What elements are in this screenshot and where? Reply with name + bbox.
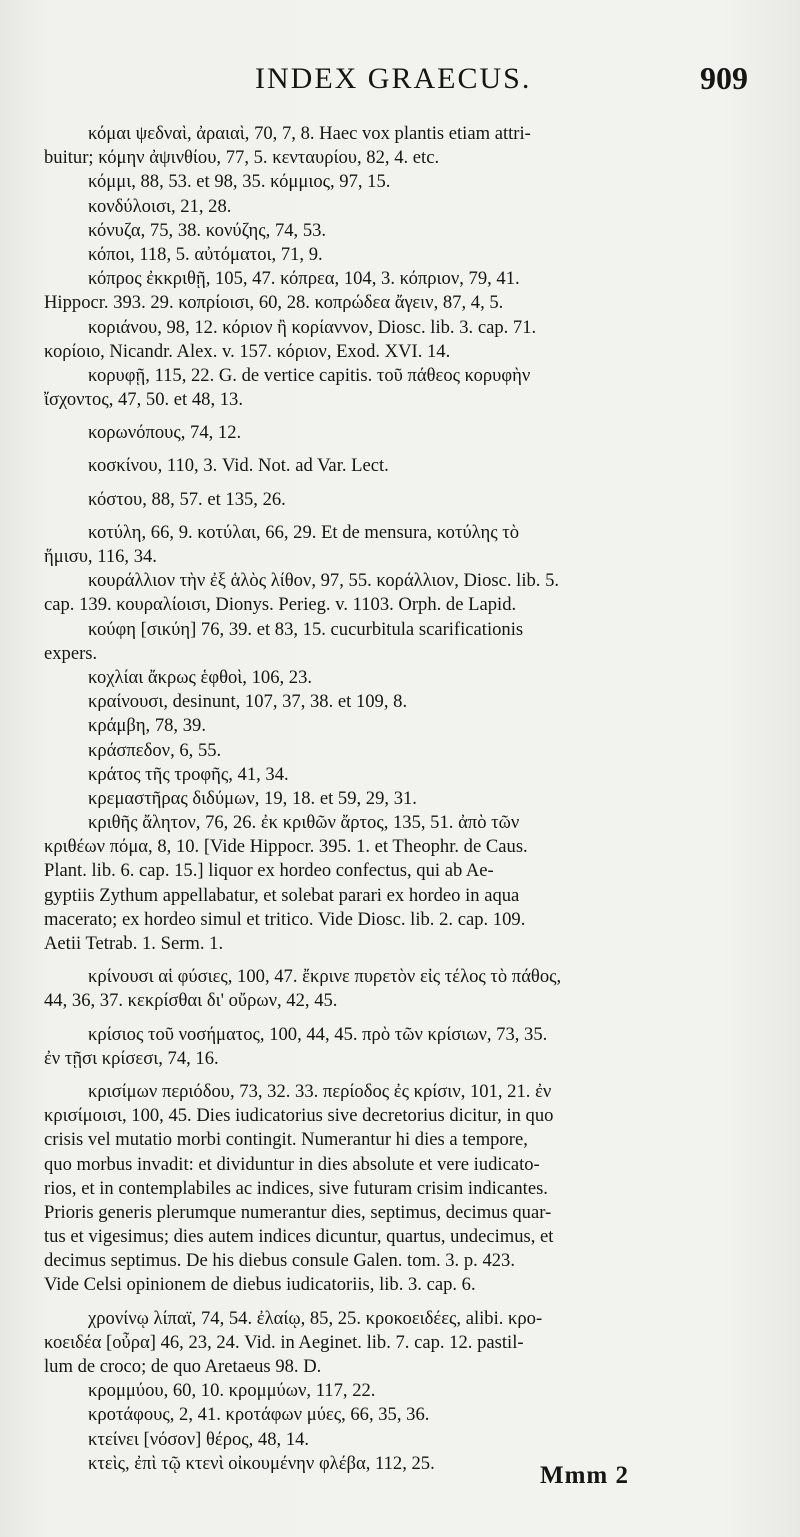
index-line: κονδύλοισι, 21, 28. [88,195,232,217]
index-line: κτεὶς, ἐπὶ τῷ κτενὶ οἰκουμένην φλέβα, 112, 25. [88,1452,435,1474]
index-line: gyptiis Zythum appellabatur, et solebat parari ex hordeo in aqua [44,884,520,906]
index-line: Plant. lib. 6. cap. 15.] liquor ex hordeo confectus, qui ab Ae- [44,860,494,882]
paragraph-gap [44,445,762,454]
index-line: κρισίμοισι, 100, 45. Dies iudicatorius sive decretorius dicitur, in quo [44,1105,554,1127]
index-line: κόποι, 118, 5. αὐτόματοι, 71, 9. [88,243,323,265]
index-line: Hippocr. 393. 29. κοπρίοισι, 60, 28. κοπρώδεα ἄγειν, 87, 4, 5. [44,292,504,314]
index-line: κρίνουσι αἱ φύσιες, 100, 47. ἔκρινε πυρετὸν εἰς τέλος τὸ πάθος, [88,966,562,988]
index-line: crisis vel mutatio morbi contingit. Numerantur hi dies a tempore, [44,1129,528,1151]
index-line: κρίσιος τοῦ νοσήματος, 100, 44, 45. πρὸ τῶν κρίσιων, 73, 35. [88,1023,548,1045]
index-line: κόνυζα, 75, 38. κονύζης, 74, 53. [88,219,327,241]
index-line: cap. 139. κουραλίοισι, Dionys. Perieg. v. 1103. Orph. de Lapid. [44,594,517,616]
index-line: κραίνουσι, desinunt, 107, 37, 38. et 109, 8. [88,691,408,713]
index-line: κράτος τῆς τροφῆς, 41, 34. [88,763,289,785]
index-line: κόμμι, 88, 53. et 98, 35. κόμμιος, 97, 15. [88,171,391,193]
index-line: κρεμαστῆρας διδύμων, 19, 18. et 59, 29, 31. [88,787,417,809]
index-line: κοτύλη, 66, 9. κοτύλαι, 66, 29. Et de mensura, κοτύλης τὸ [88,521,520,543]
index-line: lum de croco; de quo Aretaeus 98. D. [44,1356,322,1377]
index-line: κοειδέα [οὖρα] 46, 23, 24. Vid. in Aeginet. lib. 7. cap. 12. pastil- [44,1331,524,1353]
index-line: κοχλίαι ἄκρως ἑφθοὶ, 106, 23. [88,666,313,688]
index-line: decimus septimus. De his diebus consule Galen. tom. 3. p. 423. [44,1250,515,1272]
index-line: κριθῆς ἄλητον, 76, 26. ἐκ κριθῶν ἄρτος, 135, 51. ἀπὸ τῶν [88,812,520,834]
index-line: κορωνόπους, 74, 12. [88,422,242,444]
index-line: κράσπεδον, 6, 55. [88,739,222,761]
index-line: Prioris generis plerumque numerantur dies, septimus, decimus quar- [44,1201,552,1223]
index-line: κούφη [σικύη] 76, 39. et 83, 15. cucurbitula scarificationis [88,618,524,640]
index-line: κριθέων πόμα, 8, 10. [Vide Hippocr. 395. 1. et Theophr. de Caus. [44,836,528,858]
index-line: buitur; κόμην ἀψινθίου, 77, 5. κενταυρίου, 82, 4. etc. [44,147,440,169]
index-line: κουράλλιον τὴν ἐξ ἁλὸς λίθον, 97, 55. κοράλλιον, Diosc. lib. 5. [88,570,560,592]
index-line: ἐν τῇσι κρίσεσι, 74, 16. [44,1047,219,1069]
index-line: κοσκίνου, 110, 3. Vid. Not. ad Var. Lect. [88,455,389,477]
index-line: κορίοιο, Nicandr. Alex. v. 157. κόριον, Exod. XVI. 14. [44,340,451,362]
index-line: κροτάφους, 2, 41. κροτάφων μύες, 66, 35, 36. [88,1404,430,1426]
paragraph-gap [44,1014,762,1023]
index-line: κράμβη, 78, 39. [88,715,206,737]
index-line: Aetii Tetrab. 1. Serm. 1. [44,933,224,954]
paragraph-gap [44,1298,762,1307]
page-number: 909 [700,60,748,96]
index-line: κρισίμων περιόδου, 73, 32. 33. περίοδος ἐς κρίσιν, 101, 21. ἐν [88,1080,552,1102]
index-line: κοριάνου, 98, 12. κόριον ἢ κορίαννον, Diosc. lib. 3. cap. 71. [88,316,537,338]
printer-signature: Mmm 2 [540,1462,629,1489]
paragraph-gap [44,956,762,965]
index-line: Vide Celsi opinionem de diebus iudicatoriis, lib. 3. cap. 6. [44,1274,476,1296]
index-line: ἥμισυ, 116, 34. [44,546,157,567]
index-line: quo morbus invadit: et dividuntur in dies absolute et vere iudicato- [44,1153,540,1175]
index-line: macerato; ex hordeo simul et tritico. Vide Diosc. lib. 2. cap. 109. [44,908,526,930]
index-line: κρομμύου, 60, 10. κρομμύων, 117, 22. [88,1380,376,1402]
paragraph-gap [44,479,762,488]
index-line: κόμαι ψεδναὶ, ἀραιαὶ, 70, 7, 8. Haec vox plantis etiam attri- [88,123,531,144]
index-line: χρονίνῳ λίπαϊ, 74, 54. ἐλαίῳ, 85, 25. κροκοειδέες, alibi. κρο- [88,1307,543,1329]
paragraph-gap [44,1071,762,1080]
index-line: 44, 36, 37. κεκρίσθαι δι' οὔρων, 42, 45. [44,990,338,1012]
page-header [0,60,800,100]
running-title: INDEX GRAECUS. [255,62,532,95]
paragraph-gap [44,512,762,521]
index-line: ἴσχοντος, 47, 50. et 48, 13. [44,389,243,411]
index-line: expers. [44,642,98,664]
index-line: κτείνει [νόσον] θέρος, 48, 14. [88,1428,310,1450]
index-line: tus et vigesimus; dies autem indices dicuntur, quartus, undecimus, et [44,1226,554,1248]
index-entries [44,122,762,1476]
index-line: κόπρος ἐκκριθῇ, 105, 47. κόπρεα, 104, 3. κόπριον, 79, 41. [88,268,520,290]
index-line: κόστου, 88, 57. et 135, 26. [88,488,286,510]
paragraph-gap [44,412,762,421]
index-line: rios, et in contemplabiles ac indices, sive futuram crisim indicantes. [44,1177,548,1199]
index-line: κορυφῇ, 115, 22. G. de vertice capitis. τοῦ πάθεος κορυφὴν [88,364,531,386]
